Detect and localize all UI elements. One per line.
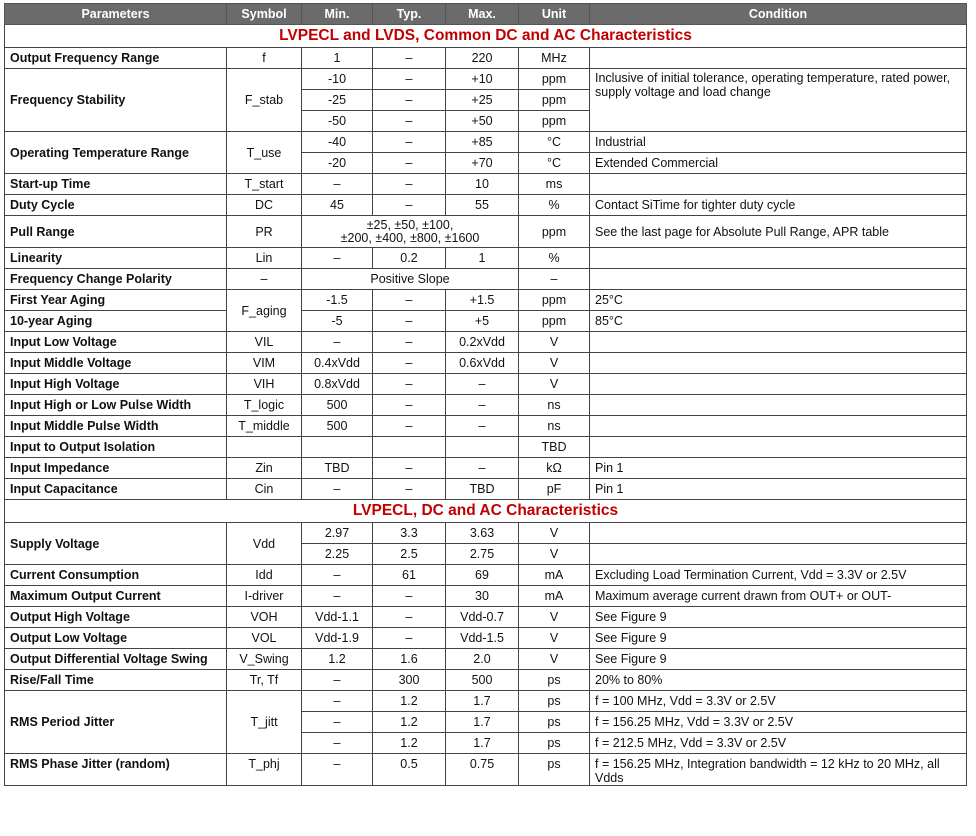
unit-cell: ms — [519, 174, 590, 195]
condition-cell: 20% to 80% — [590, 670, 967, 691]
symbol-cell: DC — [227, 195, 302, 216]
typ-cell — [373, 437, 446, 458]
param-cell: First Year Aging — [5, 290, 227, 311]
condition-cell: f = 156.25 MHz, Vdd = 3.3V or 2.5V — [590, 712, 967, 733]
min-cell: – — [302, 565, 373, 586]
param-cell: Input High Voltage — [5, 374, 227, 395]
header-max: Max. — [446, 4, 519, 25]
section-row — [5, 500, 967, 523]
max-cell: 55 — [446, 195, 519, 216]
header-unit: Unit — [519, 4, 590, 25]
typ-cell: – — [373, 374, 446, 395]
symbol-cell: I-driver — [227, 586, 302, 607]
condition-cell: Extended Commercial — [590, 153, 967, 174]
min-cell — [302, 437, 373, 458]
min-cell: -1.5 — [302, 290, 373, 311]
unit-cell: mA — [519, 565, 590, 586]
section-title-lvpecl: LVPECL, DC and AC Characteristics — [5, 500, 967, 523]
unit-cell: ps — [519, 670, 590, 691]
condition-cell: Industrial — [590, 132, 967, 153]
max-cell: 30 — [446, 586, 519, 607]
section-title-common: LVPECL and LVDS, Common DC and AC Characteristics — [5, 25, 967, 48]
param-cell: Supply Voltage — [5, 523, 227, 565]
unit-cell: MHz — [519, 48, 590, 69]
max-cell: – — [446, 374, 519, 395]
typ-cell: – — [373, 458, 446, 479]
param-cell: Operating Temperature Range — [5, 132, 227, 174]
min-cell: -50 — [302, 111, 373, 132]
header-row — [5, 4, 967, 25]
param-cell: Input Impedance — [5, 458, 227, 479]
max-cell: 1.7 — [446, 733, 519, 754]
symbol-cell: Zin — [227, 458, 302, 479]
max-cell: – — [446, 458, 519, 479]
table-row — [5, 69, 967, 90]
condition-cell: Inclusive of initial tolerance, operating temperature, rated power, supply voltage and load change — [590, 69, 967, 132]
param-cell: Input Capacitance — [5, 479, 227, 500]
typ-cell: – — [373, 395, 446, 416]
max-cell: 1 — [446, 248, 519, 269]
max-cell: Vdd-1.5 — [446, 628, 519, 649]
condition-cell: f = 100 MHz, Vdd = 3.3V or 2.5V — [590, 691, 967, 712]
condition-cell — [590, 437, 967, 458]
condition-cell: See the last page for Absolute Pull Range, APR table — [590, 216, 967, 248]
unit-cell: V — [519, 649, 590, 670]
param-cell: Linearity — [5, 248, 227, 269]
condition-cell — [590, 416, 967, 437]
min-cell: – — [302, 586, 373, 607]
min-cell: -25 — [302, 90, 373, 111]
max-cell: 69 — [446, 565, 519, 586]
max-cell: 0.6xVdd — [446, 353, 519, 374]
table-row — [5, 174, 967, 195]
max-cell: 0.2xVdd — [446, 332, 519, 353]
table-row — [5, 48, 967, 69]
unit-cell: % — [519, 248, 590, 269]
param-cell: Rise/Fall Time — [5, 670, 227, 691]
condition-cell: Excluding Load Termination Current, Vdd = 3.3V or 2.5V — [590, 565, 967, 586]
param-cell: Input Middle Pulse Width — [5, 416, 227, 437]
symbol-cell: T_jitt — [227, 691, 302, 754]
param-cell: Input to Output Isolation — [5, 437, 227, 458]
condition-cell — [590, 174, 967, 195]
unit-cell: pF — [519, 479, 590, 500]
unit-cell: V — [519, 523, 590, 544]
min-cell: 0.4xVdd — [302, 353, 373, 374]
param-cell: Pull Range — [5, 216, 227, 248]
symbol-cell: Idd — [227, 565, 302, 586]
typ-cell: – — [373, 586, 446, 607]
table-row — [5, 269, 967, 290]
section-row — [5, 25, 967, 48]
typ-cell: – — [373, 153, 446, 174]
param-cell: RMS Period Jitter — [5, 691, 227, 754]
param-cell: Duty Cycle — [5, 195, 227, 216]
min-cell: 2.97 — [302, 523, 373, 544]
min-cell: – — [302, 332, 373, 353]
table-row — [5, 353, 967, 374]
symbol-cell: Vdd — [227, 523, 302, 565]
symbol-cell: T_logic — [227, 395, 302, 416]
pull-range-values — [302, 216, 519, 248]
symbol-cell: Cin — [227, 479, 302, 500]
typ-cell: – — [373, 416, 446, 437]
param-cell: Frequency Stability — [5, 69, 227, 132]
typ-cell: – — [373, 90, 446, 111]
symbol-cell: VIH — [227, 374, 302, 395]
condition-cell — [590, 374, 967, 395]
param-cell: Output Differential Voltage Swing — [5, 649, 227, 670]
min-cell: TBD — [302, 458, 373, 479]
min-cell: Vdd-1.9 — [302, 628, 373, 649]
symbol-cell: VOL — [227, 628, 302, 649]
condition-cell: 85°C — [590, 311, 967, 332]
param-cell: Maximum Output Current — [5, 586, 227, 607]
min-cell: – — [302, 248, 373, 269]
pull-range-line-2: ±200, ±400, ±800, ±1600 — [340, 230, 480, 245]
table-row — [5, 132, 967, 153]
unit-cell: – — [519, 269, 590, 290]
max-cell — [446, 437, 519, 458]
min-cell: – — [302, 691, 373, 712]
typ-cell: – — [373, 628, 446, 649]
param-cell: 10-year Aging — [5, 311, 227, 332]
condition-cell: See Figure 9 — [590, 628, 967, 649]
min-cell: – — [302, 712, 373, 733]
min-cell: – — [302, 479, 373, 500]
condition-cell — [590, 269, 967, 290]
unit-cell: ppm — [519, 311, 590, 332]
typ-cell: 1.2 — [373, 733, 446, 754]
min-cell: – — [302, 174, 373, 195]
max-cell: +5 — [446, 311, 519, 332]
condition-cell — [590, 353, 967, 374]
table-row — [5, 628, 967, 649]
table-row — [5, 311, 967, 332]
unit-cell: °C — [519, 153, 590, 174]
unit-cell: V — [519, 544, 590, 565]
header-parameters: Parameters — [5, 4, 227, 25]
condition-cell: See Figure 9 — [590, 607, 967, 628]
typ-cell: 1.2 — [373, 691, 446, 712]
typ-cell: 61 — [373, 565, 446, 586]
param-cell: RMS Phase Jitter (random) — [5, 754, 227, 786]
unit-cell: V — [519, 332, 590, 353]
max-cell: +10 — [446, 69, 519, 90]
param-cell: Output Frequency Range — [5, 48, 227, 69]
unit-cell: ps — [519, 712, 590, 733]
min-cell: 500 — [302, 395, 373, 416]
min-cell: – — [302, 733, 373, 754]
unit-cell: ps — [519, 733, 590, 754]
table-row — [5, 195, 967, 216]
typ-cell: – — [373, 48, 446, 69]
min-cell: 1 — [302, 48, 373, 69]
condition-cell — [590, 523, 967, 544]
table-row — [5, 670, 967, 691]
symbol-cell: F_stab — [227, 69, 302, 132]
typ-cell: 0.5 — [373, 754, 446, 786]
condition-cell: Maximum average current drawn from OUT+ or OUT- — [590, 586, 967, 607]
max-cell: 1.7 — [446, 691, 519, 712]
min-cell: 45 — [302, 195, 373, 216]
min-cell: -5 — [302, 311, 373, 332]
symbol-cell: f — [227, 48, 302, 69]
max-cell: 1.7 — [446, 712, 519, 733]
table-row — [5, 290, 967, 311]
condition-cell: Contact SiTime for tighter duty cycle — [590, 195, 967, 216]
symbol-cell — [227, 437, 302, 458]
min-cell: 1.2 — [302, 649, 373, 670]
table-row — [5, 586, 967, 607]
table-row — [5, 479, 967, 500]
max-cell: +1.5 — [446, 290, 519, 311]
typ-cell: – — [373, 332, 446, 353]
table-row — [5, 416, 967, 437]
header-symbol: Symbol — [227, 4, 302, 25]
typ-cell: – — [373, 111, 446, 132]
symbol-cell: VOH — [227, 607, 302, 628]
unit-cell: mA — [519, 586, 590, 607]
unit-cell: ps — [519, 691, 590, 712]
symbol-cell: T_phj — [227, 754, 302, 786]
unit-cell: ps — [519, 754, 590, 786]
condition-cell — [590, 48, 967, 69]
unit-cell: V — [519, 353, 590, 374]
param-cell: Frequency Change Polarity — [5, 269, 227, 290]
typ-cell: – — [373, 479, 446, 500]
min-cell: – — [302, 670, 373, 691]
table-row — [5, 754, 967, 786]
typ-cell: 2.5 — [373, 544, 446, 565]
condition-cell: f = 156.25 MHz, Integration bandwidth = 12 kHz to 20 MHz, all Vdds — [590, 754, 967, 786]
max-cell: +50 — [446, 111, 519, 132]
param-cell: Start-up Time — [5, 174, 227, 195]
max-cell: 220 — [446, 48, 519, 69]
param-cell: Input Middle Voltage — [5, 353, 227, 374]
condition-cell — [590, 248, 967, 269]
min-cell: 0.8xVdd — [302, 374, 373, 395]
table-row — [5, 649, 967, 670]
typ-cell: 1.6 — [373, 649, 446, 670]
condition-cell — [590, 332, 967, 353]
min-cell: -20 — [302, 153, 373, 174]
symbol-cell: VIM — [227, 353, 302, 374]
typ-cell: – — [373, 311, 446, 332]
max-cell: 2.75 — [446, 544, 519, 565]
max-cell: Vdd-0.7 — [446, 607, 519, 628]
condition-cell: f = 212.5 MHz, Vdd = 3.3V or 2.5V — [590, 733, 967, 754]
min-cell: – — [302, 754, 373, 786]
pull-range-line-1: ±25, ±50, ±100, — [366, 217, 454, 232]
table-row — [5, 374, 967, 395]
typ-cell: – — [373, 607, 446, 628]
header-typ: Typ. — [373, 4, 446, 25]
max-cell: +85 — [446, 132, 519, 153]
param-cell: Output High Voltage — [5, 607, 227, 628]
table-row — [5, 691, 967, 712]
min-cell: -40 — [302, 132, 373, 153]
condition-cell — [590, 544, 967, 565]
unit-cell: V — [519, 607, 590, 628]
polarity-value: Positive Slope — [302, 269, 519, 290]
typ-cell: 300 — [373, 670, 446, 691]
param-cell: Input High or Low Pulse Width — [5, 395, 227, 416]
table-row — [5, 395, 967, 416]
table-row — [5, 216, 967, 248]
unit-cell: kΩ — [519, 458, 590, 479]
min-cell: 500 — [302, 416, 373, 437]
max-cell: 500 — [446, 670, 519, 691]
unit-cell: TBD — [519, 437, 590, 458]
max-cell: 0.75 — [446, 754, 519, 786]
symbol-cell: T_use — [227, 132, 302, 174]
unit-cell: ppm — [519, 69, 590, 90]
symbol-cell: V_Swing — [227, 649, 302, 670]
condition-cell: Pin 1 — [590, 479, 967, 500]
spec-table — [4, 3, 967, 786]
max-cell: – — [446, 395, 519, 416]
typ-cell: – — [373, 132, 446, 153]
max-cell: – — [446, 416, 519, 437]
unit-cell: % — [519, 195, 590, 216]
typ-cell: – — [373, 353, 446, 374]
max-cell: 3.63 — [446, 523, 519, 544]
max-cell: +70 — [446, 153, 519, 174]
table-row — [5, 565, 967, 586]
condition-cell: See Figure 9 — [590, 649, 967, 670]
param-cell: Input Low Voltage — [5, 332, 227, 353]
unit-cell: V — [519, 374, 590, 395]
symbol-cell: F_aging — [227, 290, 302, 332]
condition-cell: 25°C — [590, 290, 967, 311]
param-cell: Current Consumption — [5, 565, 227, 586]
symbol-cell: Tr, Tf — [227, 670, 302, 691]
header-min: Min. — [302, 4, 373, 25]
min-cell: -10 — [302, 69, 373, 90]
param-cell: Output Low Voltage — [5, 628, 227, 649]
condition-cell — [590, 395, 967, 416]
max-cell: TBD — [446, 479, 519, 500]
typ-cell: 1.2 — [373, 712, 446, 733]
condition-cell: Pin 1 — [590, 458, 967, 479]
typ-cell: – — [373, 69, 446, 90]
table-row — [5, 437, 967, 458]
typ-cell: – — [373, 195, 446, 216]
symbol-cell: Lin — [227, 248, 302, 269]
max-cell: 2.0 — [446, 649, 519, 670]
min-cell: 2.25 — [302, 544, 373, 565]
unit-cell: °C — [519, 132, 590, 153]
unit-cell: ppm — [519, 216, 590, 248]
table-row — [5, 607, 967, 628]
typ-cell: 0.2 — [373, 248, 446, 269]
table-row — [5, 523, 967, 544]
unit-cell: ns — [519, 416, 590, 437]
typ-cell: 3.3 — [373, 523, 446, 544]
table-row — [5, 332, 967, 353]
symbol-cell: VIL — [227, 332, 302, 353]
header-condition: Condition — [590, 4, 967, 25]
table-row — [5, 458, 967, 479]
typ-cell: – — [373, 174, 446, 195]
max-cell: 10 — [446, 174, 519, 195]
symbol-cell: T_middle — [227, 416, 302, 437]
unit-cell: V — [519, 628, 590, 649]
symbol-cell: – — [227, 269, 302, 290]
symbol-cell: T_start — [227, 174, 302, 195]
unit-cell: ppm — [519, 111, 590, 132]
min-cell: Vdd-1.1 — [302, 607, 373, 628]
symbol-cell: PR — [227, 216, 302, 248]
max-cell: +25 — [446, 90, 519, 111]
typ-cell: – — [373, 290, 446, 311]
unit-cell: ppm — [519, 290, 590, 311]
table-row — [5, 248, 967, 269]
unit-cell: ns — [519, 395, 590, 416]
unit-cell: ppm — [519, 90, 590, 111]
